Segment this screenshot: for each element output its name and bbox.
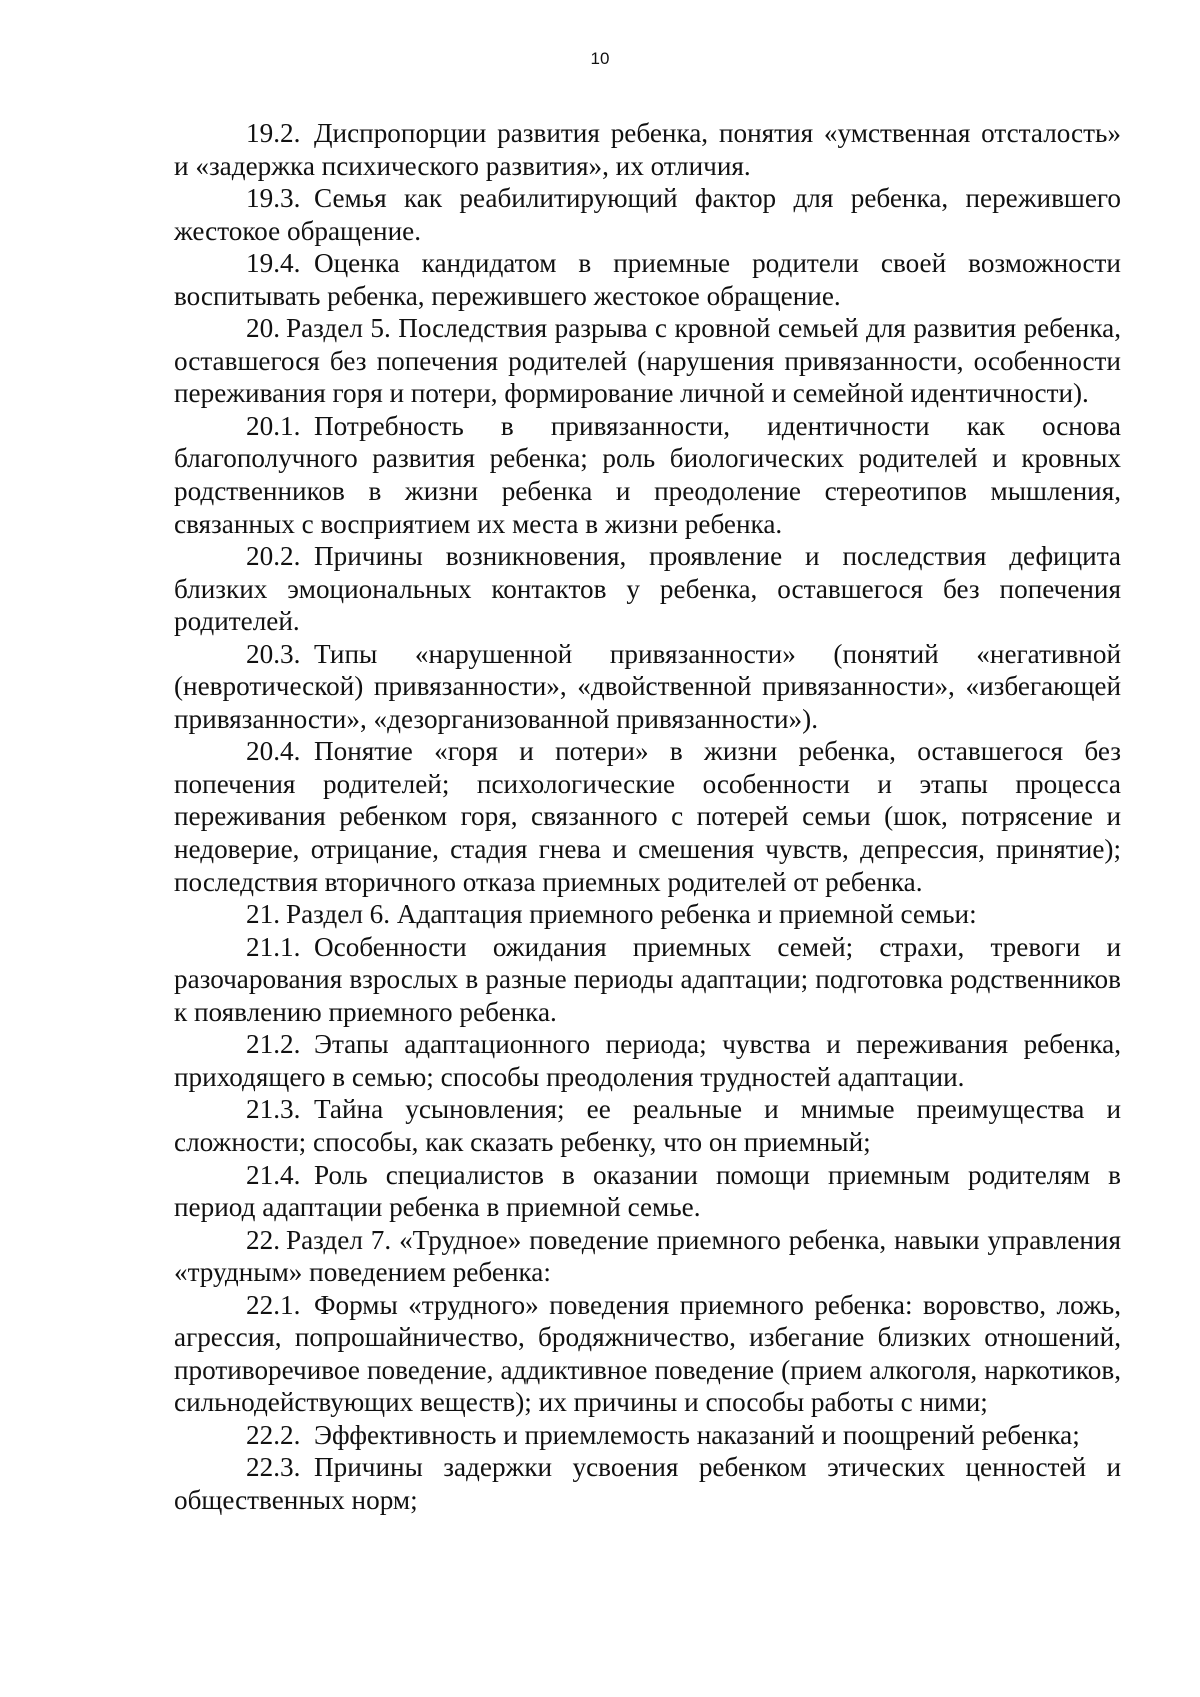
paragraph-text: Формы «трудного» поведения приемного ребенка: воровство, ложь, агрессия, попрошайничество, бродяжничество, избегание близких отношений, противоречивое поведение, аддиктивное поведение (прием алкоголя, наркотиков, сильнодействующих веществ); их причины и способы работы с ними; bbox=[174, 1289, 1121, 1418]
paragraph-number: 22. bbox=[246, 1224, 280, 1255]
paragraph-21-1 bbox=[174, 931, 1121, 1029]
paragraph-21 bbox=[174, 898, 1121, 931]
paragraph-number: 19.3. bbox=[246, 183, 301, 214]
paragraph-number: 19.4. bbox=[246, 248, 301, 279]
paragraph-text: Раздел 6. Адаптация приемного ребенка и приемной семьи: bbox=[285, 899, 977, 930]
paragraph-text: Типы «нарушенной привязанности» (понятий «негативной (невротической) привязанности», «двойственной привязанности», «избегающей привязанности», «дезорганизованной привязанности»). bbox=[174, 638, 1121, 734]
paragraph-20-1 bbox=[174, 410, 1121, 540]
paragraph-number: 20. bbox=[246, 313, 280, 344]
paragraph-21-4 bbox=[174, 1159, 1121, 1224]
paragraph-text: Эффективность и приемлемость наказаний и поощрений ребенка; bbox=[314, 1419, 1080, 1450]
paragraph-text: Особенности ожидания приемных семей; страхи, тревоги и разочарования взрослых в разные периоды адаптации; подготовка родственников к появлению приемного ребенка. bbox=[174, 931, 1121, 1027]
paragraph-number: 20.3. bbox=[246, 638, 301, 669]
paragraph-22-3 bbox=[174, 1451, 1121, 1516]
paragraph-number: 20.2. bbox=[246, 541, 301, 572]
paragraph-number: 22.1. bbox=[246, 1289, 301, 1320]
paragraph-text: Семья как реабилитирующий фактор для ребенка, пережившего жестокое обращение. bbox=[174, 183, 1121, 246]
page-number: 10 bbox=[590, 49, 610, 68]
paragraph-20-3 bbox=[174, 638, 1121, 736]
paragraph-19-3 bbox=[174, 182, 1121, 247]
paragraph-22-2 bbox=[174, 1419, 1121, 1452]
paragraph-number: 21. bbox=[246, 899, 280, 930]
paragraph-22 bbox=[174, 1224, 1121, 1289]
paragraph-number: 22.2. bbox=[246, 1419, 301, 1450]
paragraph-20-2 bbox=[174, 540, 1121, 638]
paragraph-text: Причины задержки усвоения ребенком этических ценностей и общественных норм; bbox=[174, 1452, 1121, 1515]
paragraph-number: 21.4. bbox=[246, 1159, 301, 1190]
paragraph-text: Потребность в привязанности, идентичности как основа благополучного развития ребенка; роль биологических родителей и кровных родственников в жизни ребенка и преодоление стереотипов мышления, связанных с восприятием их места в жизни ребенка. bbox=[174, 410, 1121, 539]
paragraph-number: 21.3. bbox=[246, 1094, 301, 1125]
paragraph-number: 20.1. bbox=[246, 410, 301, 441]
paragraph-number: 21.1. bbox=[246, 931, 301, 962]
paragraph-20 bbox=[174, 312, 1121, 410]
paragraph-text: Роль специалистов в оказании помощи приемным родителям в период адаптации ребенка в приемной семье. bbox=[174, 1159, 1121, 1223]
paragraph-22-1 bbox=[174, 1289, 1121, 1419]
paragraph-text: Раздел 7. «Трудное» поведение приемного ребенка, навыки управления «трудным» поведением ребенка: bbox=[174, 1224, 1121, 1288]
paragraph-text: Этапы адаптационного периода; чувства и переживания ребенка, приходящего в семью; способы преодоления трудностей адаптации. bbox=[174, 1029, 1121, 1092]
paragraph-text: Понятие «горя и потери» в жизни ребенка, оставшегося без попечения родителей; психологические особенности и этапы процесса переживания ребенком горя, связанного с потерей семьи (шок, потрясение и недоверие, отрицание, стадия гнева и смешения чувств, депрессия, принятие); последствия вторичного отказа приемных родителей от ребенка. bbox=[174, 736, 1121, 897]
paragraph-text: Раздел 5. Последствия разрыва с кровной семьей для развития ребенка, оставшегося без попечения родителей (нарушения привязанности, особенности переживания горя и потери, формирование личной и семейной идентичности). bbox=[174, 313, 1121, 409]
paragraph-text: Оценка кандидатом в приемные родители своей возможности воспитывать ребенка, пережившего жестокое обращение. bbox=[174, 248, 1121, 311]
paragraph-19-2 bbox=[174, 117, 1121, 182]
paragraph-21-2 bbox=[174, 1028, 1121, 1093]
paragraph-number: 20.4. bbox=[246, 736, 301, 767]
paragraph-text: Диспропорции развития ребенка, понятия «умственная отсталость» и «задержка психического развития», их отличия. bbox=[174, 118, 1121, 181]
paragraph-20-4 bbox=[174, 735, 1121, 898]
paragraph-text: Тайна усыновления; ее реальные и мнимые преимущества и сложности; способы, как сказать ребенку, что он приемный; bbox=[174, 1094, 1121, 1157]
document-body bbox=[174, 117, 1121, 1517]
paragraph-19-4 bbox=[174, 247, 1121, 312]
paragraph-21-3 bbox=[174, 1093, 1121, 1158]
paragraph-number: 22.3. bbox=[246, 1452, 301, 1483]
paragraph-number: 21.2. bbox=[246, 1029, 301, 1060]
paragraph-text: Причины возникновения, проявление и последствия дефицита близких эмоциональных контактов у ребенка, оставшегося без попечения родителей. bbox=[174, 541, 1121, 637]
paragraph-number: 19.2. bbox=[246, 118, 301, 148]
